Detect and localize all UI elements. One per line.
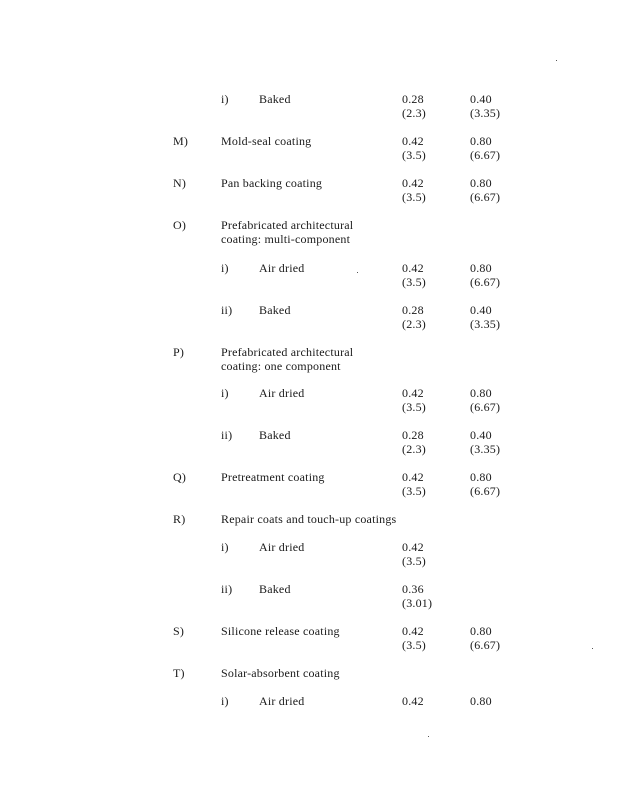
- row-10-letter: R): [173, 512, 186, 526]
- row-5-description: Baked: [259, 303, 291, 317]
- row-15-value-2: 0.80: [470, 694, 492, 708]
- row-8-value-1: 0.28: [402, 428, 424, 442]
- row-4-value-2-converted: (6.67): [470, 275, 501, 289]
- row-2-value-2: 0.80: [470, 176, 492, 190]
- row-11-sub-number: i): [221, 540, 229, 554]
- row-1-description: Mold-seal coating: [221, 134, 312, 148]
- row-10-description: Repair coats and touch-up coatings: [221, 512, 397, 526]
- row-8-description: Baked: [259, 428, 291, 442]
- row-5-value-1-converted: (2.3): [402, 317, 426, 331]
- row-13-value-1-converted: (3.5): [402, 638, 426, 652]
- row-13-letter: S): [173, 624, 185, 638]
- row-9-value-1: 0.42: [402, 470, 424, 484]
- row-7-value-1: 0.42: [402, 386, 424, 400]
- scan-speck: [428, 736, 429, 737]
- scan-speck: [357, 272, 358, 273]
- row-12-description: Baked: [259, 582, 291, 596]
- row-14-letter: T): [173, 666, 185, 680]
- row-0-sub-number: i): [221, 92, 229, 106]
- row-0-value-1-converted: (2.3): [402, 106, 426, 120]
- row-0-value-2-converted: (3.35): [470, 106, 501, 120]
- row-0-description: Baked: [259, 92, 291, 106]
- row-13-value-1: 0.42: [402, 624, 424, 638]
- row-11-description: Air dried: [259, 540, 305, 554]
- row-9-value-1-converted: (3.5): [402, 484, 426, 498]
- row-8-value-2: 0.40: [470, 428, 492, 442]
- row-6-description-line-2: coating: one component: [221, 359, 341, 373]
- row-8-value-2-converted: (3.35): [470, 442, 501, 456]
- row-0-value-1: 0.28: [402, 92, 424, 106]
- row-2-letter: N): [173, 176, 187, 190]
- row-9-letter: Q): [173, 470, 187, 484]
- scan-speck: [592, 648, 593, 649]
- row-1-value-1: 0.42: [402, 134, 424, 148]
- row-2-value-2-converted: (6.67): [470, 190, 501, 204]
- row-3-description: Prefabricated architectural: [221, 218, 354, 232]
- row-15-value-1: 0.42: [402, 694, 424, 708]
- row-4-description: Air dried: [259, 261, 305, 275]
- row-11-value-1-converted: (3.5): [402, 554, 426, 568]
- row-12-value-1: 0.36: [402, 582, 424, 596]
- row-9-description: Pretreatment coating: [221, 470, 325, 484]
- row-8-sub-number: ii): [221, 428, 233, 442]
- row-1-letter: M): [173, 134, 189, 148]
- row-13-value-2: 0.80: [470, 624, 492, 638]
- row-5-value-2-converted: (3.35): [470, 317, 501, 331]
- row-3-description-line-2: coating: multi-component: [221, 232, 351, 246]
- row-3-letter: O): [173, 218, 187, 232]
- scan-speck: [556, 60, 557, 61]
- row-1-value-2: 0.80: [470, 134, 492, 148]
- row-2-value-1-converted: (3.5): [402, 190, 426, 204]
- row-6-description: Prefabricated architectural: [221, 345, 354, 359]
- row-9-value-2: 0.80: [470, 470, 492, 484]
- row-12-value-1-converted: (3.01): [402, 596, 433, 610]
- row-4-sub-number: i): [221, 261, 229, 275]
- row-12-sub-number: ii): [221, 582, 233, 596]
- row-4-value-1-converted: (3.5): [402, 275, 426, 289]
- row-13-description: Silicone release coating: [221, 624, 340, 638]
- row-5-value-1: 0.28: [402, 303, 424, 317]
- row-5-value-2: 0.40: [470, 303, 492, 317]
- row-7-description: Air dried: [259, 386, 305, 400]
- row-14-description: Solar-absorbent coating: [221, 666, 340, 680]
- row-9-value-2-converted: (6.67): [470, 484, 501, 498]
- row-4-value-2: 0.80: [470, 261, 492, 275]
- row-0-value-2: 0.40: [470, 92, 492, 106]
- row-6-letter: P): [173, 345, 185, 359]
- row-7-value-2: 0.80: [470, 386, 492, 400]
- row-8-value-1-converted: (2.3): [402, 442, 426, 456]
- row-15-sub-number: i): [221, 694, 229, 708]
- row-2-description: Pan backing coating: [221, 176, 323, 190]
- row-5-sub-number: ii): [221, 303, 233, 317]
- row-7-sub-number: i): [221, 386, 229, 400]
- row-2-value-1: 0.42: [402, 176, 424, 190]
- row-7-value-1-converted: (3.5): [402, 400, 426, 414]
- row-1-value-1-converted: (3.5): [402, 148, 426, 162]
- row-1-value-2-converted: (6.67): [470, 148, 501, 162]
- row-15-description: Air dried: [259, 694, 305, 708]
- row-11-value-1: 0.42: [402, 540, 424, 554]
- row-4-value-1: 0.42: [402, 261, 424, 275]
- row-7-value-2-converted: (6.67): [470, 400, 501, 414]
- row-13-value-2-converted: (6.67): [470, 638, 501, 652]
